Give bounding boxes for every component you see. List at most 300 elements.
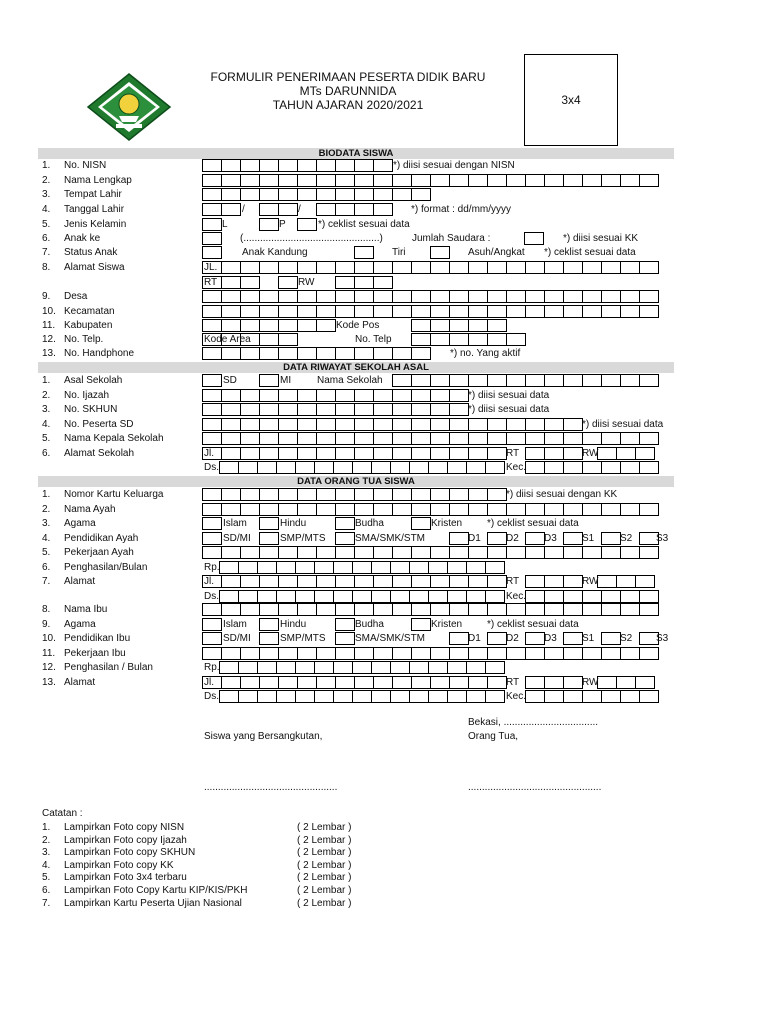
input-box[interactable] [314, 690, 334, 703]
input-box[interactable] [639, 174, 659, 187]
input-box[interactable] [278, 447, 298, 460]
input-box[interactable] [411, 403, 431, 416]
input-box[interactable] [582, 432, 602, 445]
input-box[interactable] [276, 590, 296, 603]
input-box[interactable] [240, 575, 260, 588]
input-box[interactable] [238, 661, 258, 674]
input-box[interactable] [257, 461, 277, 474]
input-box[interactable] [468, 676, 488, 689]
input-box[interactable] [240, 188, 260, 201]
input-box[interactable] [202, 305, 222, 318]
input-box[interactable] [316, 203, 336, 216]
input-box[interactable] [354, 389, 374, 402]
input-box[interactable] [297, 447, 317, 460]
input-box[interactable] [411, 347, 431, 360]
input-box[interactable] [411, 432, 431, 445]
input-box[interactable] [373, 603, 393, 616]
input-box[interactable] [544, 374, 564, 387]
input-box[interactable] [202, 432, 222, 445]
input-box[interactable] [411, 319, 431, 332]
input-box[interactable] [259, 333, 279, 346]
input-box[interactable] [466, 461, 486, 474]
input-box[interactable] [544, 603, 564, 616]
input-box[interactable] [447, 561, 467, 574]
input-box[interactable] [278, 403, 298, 416]
input-box[interactable] [371, 561, 391, 574]
input-box[interactable] [297, 575, 317, 588]
input-box[interactable] [635, 575, 655, 588]
input-box[interactable] [354, 503, 374, 516]
input-box[interactable] [639, 461, 659, 474]
input-box[interactable] [411, 488, 431, 501]
input-box[interactable] [221, 603, 241, 616]
input-box[interactable] [468, 374, 488, 387]
input-box[interactable] [616, 676, 636, 689]
input-box[interactable] [563, 647, 583, 660]
input-box[interactable] [449, 603, 469, 616]
input-box[interactable] [639, 432, 659, 445]
input-box[interactable] [259, 647, 279, 660]
input-box[interactable] [238, 690, 258, 703]
input-box[interactable] [257, 690, 277, 703]
input-box[interactable] [278, 261, 298, 274]
input-box[interactable] [449, 676, 469, 689]
input-box[interactable] [276, 461, 296, 474]
input-box[interactable] [485, 690, 505, 703]
input-box[interactable] [221, 488, 241, 501]
input-box[interactable] [297, 347, 317, 360]
input-box[interactable] [259, 575, 279, 588]
input-box[interactable] [238, 590, 258, 603]
input-box[interactable] [601, 532, 621, 545]
input-box[interactable] [354, 203, 374, 216]
input-box[interactable] [601, 261, 621, 274]
input-box[interactable] [525, 676, 545, 689]
input-box[interactable] [259, 503, 279, 516]
input-box[interactable] [219, 690, 239, 703]
input-box[interactable] [468, 503, 488, 516]
input-box[interactable] [257, 661, 277, 674]
input-box[interactable] [390, 561, 410, 574]
input-box[interactable] [563, 174, 583, 187]
input-box[interactable] [316, 261, 336, 274]
input-box[interactable] [506, 603, 526, 616]
input-box[interactable] [316, 319, 336, 332]
input-box[interactable] [335, 159, 355, 172]
input-box[interactable] [544, 647, 564, 660]
input-box[interactable] [639, 503, 659, 516]
input-box[interactable] [219, 590, 239, 603]
input-box[interactable] [278, 174, 298, 187]
input-box[interactable] [411, 374, 431, 387]
input-box[interactable] [411, 333, 431, 346]
input-box[interactable] [240, 447, 260, 460]
input-box[interactable] [409, 561, 429, 574]
input-box[interactable] [219, 461, 239, 474]
input-box[interactable] [202, 532, 222, 545]
input-box[interactable] [316, 174, 336, 187]
input-box[interactable] [202, 232, 222, 245]
input-box[interactable] [392, 305, 412, 318]
input-box[interactable] [259, 374, 279, 387]
input-box[interactable] [390, 461, 410, 474]
input-box[interactable] [202, 174, 222, 187]
input-box[interactable] [468, 290, 488, 303]
input-box[interactable] [430, 503, 450, 516]
input-box[interactable] [219, 661, 239, 674]
input-box[interactable] [354, 432, 374, 445]
input-box[interactable] [316, 159, 336, 172]
input-box[interactable] [430, 418, 450, 431]
input-box[interactable] [392, 603, 412, 616]
input-box[interactable] [392, 503, 412, 516]
input-box[interactable] [563, 461, 583, 474]
input-box[interactable] [601, 374, 621, 387]
input-box[interactable] [202, 347, 222, 360]
input-box[interactable] [316, 575, 336, 588]
input-box[interactable] [620, 461, 640, 474]
input-box[interactable] [639, 290, 659, 303]
input-box[interactable] [487, 603, 507, 616]
input-box[interactable] [582, 603, 602, 616]
input-box[interactable] [411, 517, 431, 530]
input-box[interactable] [392, 676, 412, 689]
input-box[interactable] [202, 319, 222, 332]
input-box[interactable] [506, 418, 526, 431]
input-box[interactable] [276, 690, 296, 703]
input-box[interactable] [278, 488, 298, 501]
input-box[interactable] [392, 174, 412, 187]
input-box[interactable] [411, 174, 431, 187]
input-box[interactable] [487, 447, 507, 460]
input-box[interactable] [468, 447, 488, 460]
input-box[interactable] [485, 590, 505, 603]
input-box[interactable] [202, 517, 222, 530]
input-box[interactable] [525, 447, 545, 460]
input-box[interactable] [639, 603, 659, 616]
input-box[interactable] [335, 632, 355, 645]
input-box[interactable] [447, 590, 467, 603]
input-box[interactable] [354, 159, 374, 172]
input-box[interactable] [392, 188, 412, 201]
input-box[interactable] [430, 246, 450, 259]
input-box[interactable] [487, 488, 507, 501]
input-box[interactable] [352, 590, 372, 603]
input-box[interactable] [620, 647, 640, 660]
input-box[interactable] [525, 461, 545, 474]
input-box[interactable] [354, 603, 374, 616]
input-box[interactable] [240, 389, 260, 402]
input-box[interactable] [335, 203, 355, 216]
input-box[interactable] [373, 575, 393, 588]
input-box[interactable] [202, 203, 222, 216]
input-box[interactable] [316, 488, 336, 501]
signature-line-ortu[interactable]: ................................................ [468, 782, 602, 793]
input-box[interactable] [221, 188, 241, 201]
input-box[interactable] [390, 690, 410, 703]
input-box[interactable] [487, 333, 507, 346]
input-box[interactable] [620, 546, 640, 559]
input-box[interactable] [297, 261, 317, 274]
input-box[interactable] [639, 690, 659, 703]
input-box[interactable] [563, 447, 583, 460]
input-box[interactable] [485, 461, 505, 474]
input-box[interactable] [221, 447, 241, 460]
input-box[interactable] [411, 676, 431, 689]
input-box[interactable] [316, 188, 336, 201]
input-box[interactable] [525, 432, 545, 445]
input-box[interactable] [316, 418, 336, 431]
input-box[interactable] [601, 461, 621, 474]
input-box[interactable] [335, 305, 355, 318]
input-box[interactable] [582, 503, 602, 516]
input-box[interactable] [295, 590, 315, 603]
input-box[interactable] [506, 174, 526, 187]
input-box[interactable] [221, 432, 241, 445]
input-box[interactable] [221, 261, 241, 274]
input-box[interactable] [295, 690, 315, 703]
input-box[interactable] [447, 661, 467, 674]
input-box[interactable] [466, 590, 486, 603]
input-box[interactable] [635, 676, 655, 689]
input-box[interactable] [221, 647, 241, 660]
input-box[interactable] [202, 546, 222, 559]
input-box[interactable] [468, 575, 488, 588]
input-box[interactable] [430, 603, 450, 616]
input-box[interactable] [563, 503, 583, 516]
input-box[interactable] [616, 447, 636, 460]
input-box[interactable] [525, 174, 545, 187]
input-box[interactable] [278, 575, 298, 588]
input-box[interactable] [639, 590, 659, 603]
input-box[interactable] [354, 546, 374, 559]
input-box[interactable] [259, 261, 279, 274]
input-box[interactable] [221, 676, 241, 689]
input-box[interactable] [240, 546, 260, 559]
input-box[interactable] [563, 690, 583, 703]
input-box[interactable] [373, 447, 393, 460]
input-box[interactable] [409, 590, 429, 603]
input-box[interactable] [487, 418, 507, 431]
input-box[interactable] [449, 447, 469, 460]
input-box[interactable] [371, 590, 391, 603]
input-box[interactable] [430, 488, 450, 501]
input-box[interactable] [297, 488, 317, 501]
input-box[interactable] [202, 418, 222, 431]
input-box[interactable] [468, 319, 488, 332]
input-box[interactable] [297, 676, 317, 689]
input-box[interactable] [411, 261, 431, 274]
input-box[interactable] [221, 418, 241, 431]
input-box[interactable] [582, 546, 602, 559]
input-box[interactable] [240, 403, 260, 416]
input-box[interactable] [354, 276, 374, 289]
input-box[interactable] [333, 590, 353, 603]
input-box[interactable] [411, 389, 431, 402]
input-box[interactable] [601, 603, 621, 616]
input-box[interactable] [202, 488, 222, 501]
input-box[interactable] [278, 319, 298, 332]
input-box[interactable] [221, 203, 241, 216]
input-box[interactable] [240, 276, 260, 289]
input-box[interactable] [354, 647, 374, 660]
input-box[interactable] [563, 603, 583, 616]
input-box[interactable] [240, 174, 260, 187]
input-box[interactable] [221, 290, 241, 303]
input-box[interactable] [487, 290, 507, 303]
input-box[interactable] [221, 403, 241, 416]
input-box[interactable] [297, 647, 317, 660]
input-box[interactable] [506, 432, 526, 445]
input-box[interactable] [314, 590, 334, 603]
input-box[interactable] [582, 174, 602, 187]
input-box[interactable] [390, 590, 410, 603]
input-box[interactable] [316, 403, 336, 416]
input-box[interactable] [373, 276, 393, 289]
input-box[interactable] [240, 488, 260, 501]
input-box[interactable] [449, 305, 469, 318]
input-box[interactable] [563, 432, 583, 445]
input-box[interactable] [601, 690, 621, 703]
input-box[interactable] [525, 305, 545, 318]
input-box[interactable] [428, 561, 448, 574]
input-box[interactable] [639, 374, 659, 387]
input-box[interactable] [468, 305, 488, 318]
input-box[interactable] [525, 261, 545, 274]
input-box[interactable] [354, 447, 374, 460]
input-box[interactable] [506, 647, 526, 660]
input-box[interactable] [297, 218, 317, 231]
input-box[interactable] [525, 603, 545, 616]
input-box[interactable] [563, 632, 583, 645]
input-box[interactable] [544, 447, 564, 460]
input-box[interactable] [297, 432, 317, 445]
input-box[interactable] [314, 661, 334, 674]
input-box[interactable] [449, 488, 469, 501]
input-box[interactable] [563, 261, 583, 274]
input-box[interactable] [259, 676, 279, 689]
input-box[interactable] [430, 575, 450, 588]
input-box[interactable] [563, 290, 583, 303]
input-box[interactable] [563, 590, 583, 603]
input-box[interactable] [544, 461, 564, 474]
input-box[interactable] [597, 575, 617, 588]
input-box[interactable] [278, 418, 298, 431]
input-box[interactable] [259, 403, 279, 416]
input-box[interactable] [221, 347, 241, 360]
input-box[interactable] [335, 488, 355, 501]
input-box[interactable] [468, 174, 488, 187]
input-box[interactable] [373, 261, 393, 274]
input-box[interactable] [428, 461, 448, 474]
input-box[interactable] [202, 389, 222, 402]
input-box[interactable] [354, 188, 374, 201]
input-box[interactable] [295, 561, 315, 574]
input-box[interactable] [601, 503, 621, 516]
input-box[interactable] [392, 403, 412, 416]
input-box[interactable] [335, 676, 355, 689]
input-box[interactable] [278, 347, 298, 360]
input-box[interactable] [373, 647, 393, 660]
input-box[interactable] [373, 389, 393, 402]
input-box[interactable] [354, 575, 374, 588]
input-box[interactable] [620, 374, 640, 387]
input-box[interactable] [487, 374, 507, 387]
input-box[interactable] [371, 461, 391, 474]
input-box[interactable] [544, 690, 564, 703]
input-box[interactable] [297, 503, 317, 516]
input-box[interactable] [525, 546, 545, 559]
input-box[interactable] [582, 305, 602, 318]
input-box[interactable] [430, 432, 450, 445]
input-box[interactable] [335, 532, 355, 545]
input-box[interactable] [259, 418, 279, 431]
input-box[interactable] [202, 246, 222, 259]
input-box[interactable] [354, 676, 374, 689]
input-box[interactable] [278, 389, 298, 402]
input-box[interactable] [449, 532, 469, 545]
input-box[interactable] [639, 546, 659, 559]
input-box[interactable] [373, 432, 393, 445]
input-box[interactable] [506, 546, 526, 559]
input-box[interactable] [506, 503, 526, 516]
input-box[interactable] [582, 374, 602, 387]
input-box[interactable] [487, 647, 507, 660]
input-box[interactable] [221, 575, 241, 588]
input-box[interactable] [582, 261, 602, 274]
input-box[interactable] [259, 290, 279, 303]
input-box[interactable] [373, 159, 393, 172]
input-box[interactable] [392, 488, 412, 501]
input-box[interactable] [601, 290, 621, 303]
input-box[interactable] [297, 403, 317, 416]
input-box[interactable] [373, 676, 393, 689]
input-box[interactable] [411, 418, 431, 431]
input-box[interactable] [525, 290, 545, 303]
input-box[interactable] [354, 174, 374, 187]
input-box[interactable] [295, 661, 315, 674]
input-box[interactable] [468, 546, 488, 559]
input-box[interactable] [335, 174, 355, 187]
input-box[interactable] [409, 661, 429, 674]
input-box[interactable] [240, 432, 260, 445]
input-box[interactable] [202, 647, 222, 660]
input-box[interactable] [430, 374, 450, 387]
input-box[interactable] [582, 590, 602, 603]
input-box[interactable] [354, 305, 374, 318]
input-box[interactable] [487, 319, 507, 332]
input-box[interactable] [409, 690, 429, 703]
input-box[interactable] [373, 418, 393, 431]
input-box[interactable] [335, 647, 355, 660]
input-box[interactable] [468, 603, 488, 616]
input-box[interactable] [352, 461, 372, 474]
input-box[interactable] [620, 305, 640, 318]
input-box[interactable] [259, 603, 279, 616]
input-box[interactable] [524, 232, 544, 245]
input-box[interactable] [563, 532, 583, 545]
input-box[interactable] [278, 333, 298, 346]
input-box[interactable] [240, 290, 260, 303]
input-box[interactable] [202, 503, 222, 516]
input-box[interactable] [219, 561, 239, 574]
input-box[interactable] [240, 261, 260, 274]
input-box[interactable] [392, 347, 412, 360]
input-box[interactable] [449, 647, 469, 660]
input-box[interactable] [430, 389, 450, 402]
input-box[interactable] [238, 561, 258, 574]
input-box[interactable] [259, 432, 279, 445]
